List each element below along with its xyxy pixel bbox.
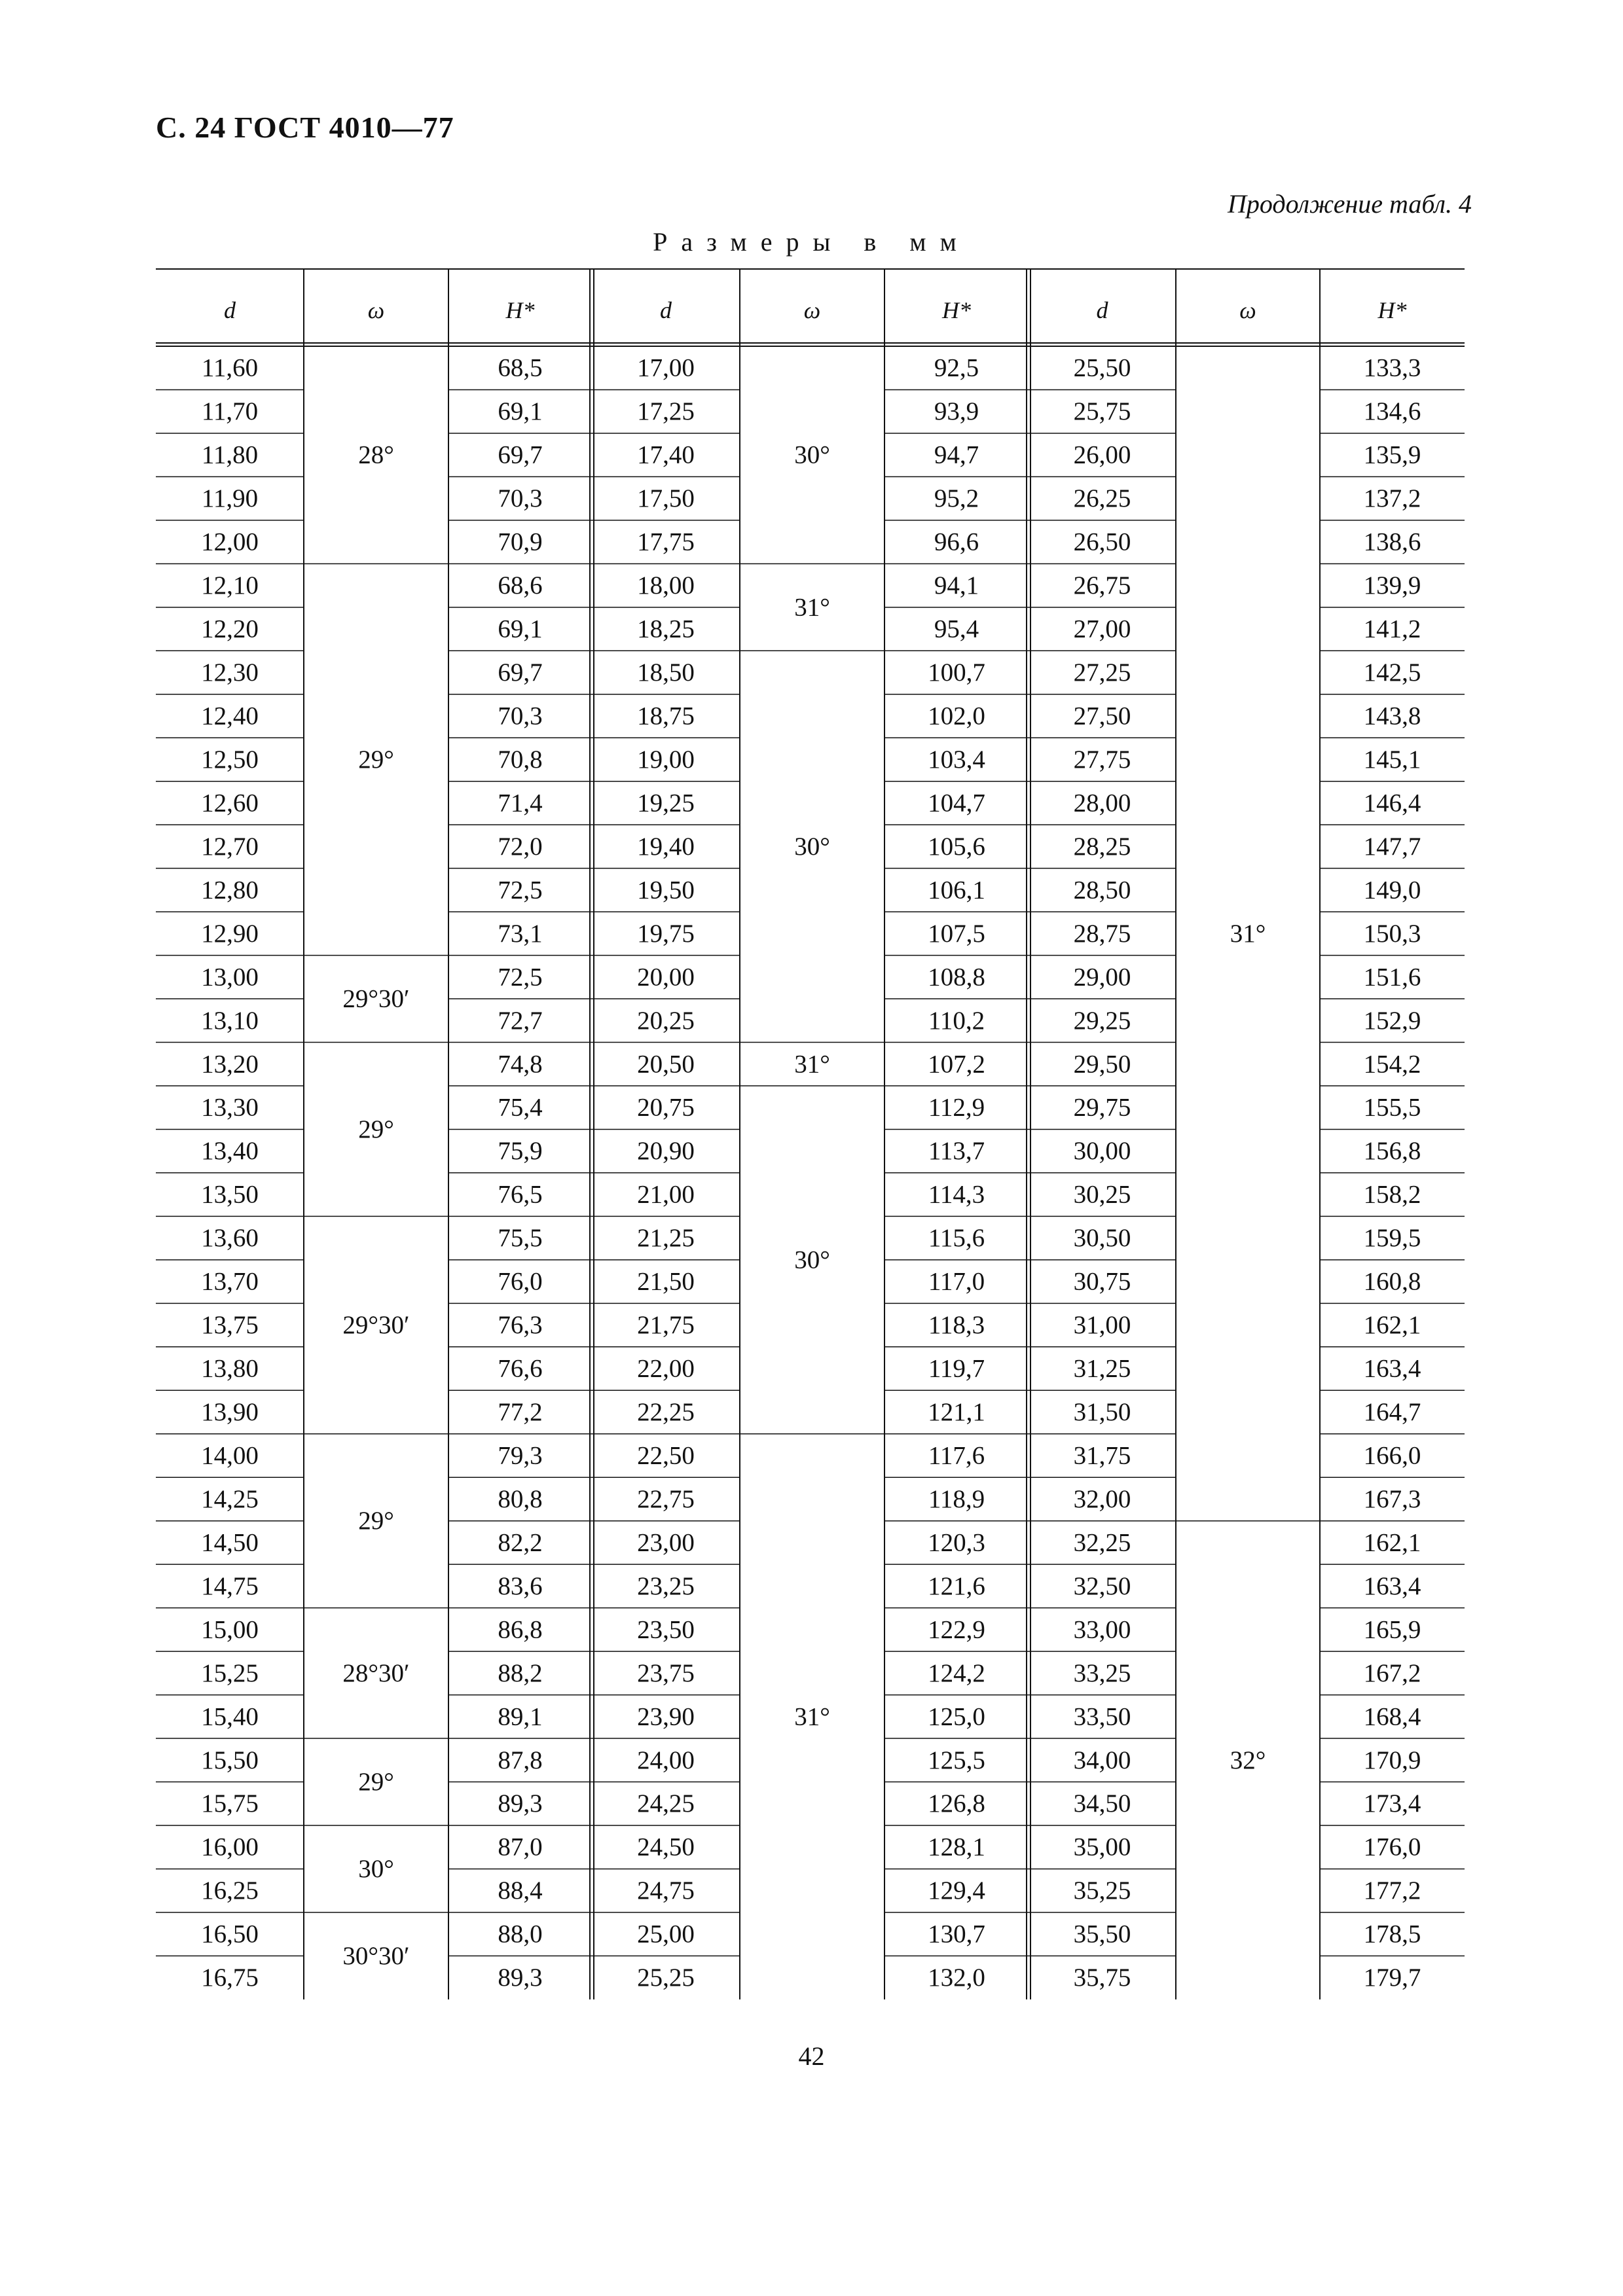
table-cell-h: 145,1 xyxy=(1363,745,1421,774)
table-cell-omega: 29° xyxy=(358,745,394,774)
table-cell-h: 106,1 xyxy=(928,876,985,905)
table-cell-d: 28,25 xyxy=(1073,832,1131,861)
table-cell-h: 96,6 xyxy=(934,528,979,556)
table-cell-h: 110,2 xyxy=(928,1006,985,1035)
table-cell-d: 29,00 xyxy=(1073,963,1131,992)
table-cell-h: 179,7 xyxy=(1363,1964,1421,1992)
table-cell-d: 12,10 xyxy=(201,571,259,600)
table-cell-d: 28,50 xyxy=(1073,876,1131,905)
column-header: d xyxy=(660,297,672,323)
table-cell-d: 15,40 xyxy=(201,1702,259,1731)
table-cell-d: 28,75 xyxy=(1073,919,1131,948)
table-cell-h: 164,7 xyxy=(1363,1398,1421,1427)
column-header: ω xyxy=(367,297,385,323)
table-cell-h: 132,0 xyxy=(928,1964,985,1992)
table-cell-omega: 29° xyxy=(358,1115,394,1143)
table-cell-d: 32,00 xyxy=(1073,1484,1131,1513)
table-cell-d: 29,50 xyxy=(1073,1050,1131,1079)
table-cell-d: 24,50 xyxy=(637,1833,695,1861)
table-cell-d: 25,00 xyxy=(637,1920,695,1948)
table-cell-h: 163,4 xyxy=(1363,1571,1421,1600)
table-cell-d: 22,00 xyxy=(637,1354,695,1383)
table-cell-d: 22,25 xyxy=(637,1398,695,1427)
table-cell-h: 113,7 xyxy=(928,1137,985,1166)
table-cell-omega: 31° xyxy=(794,1702,830,1731)
units-word: Размеры xyxy=(653,227,845,257)
table-cell-d: 18,25 xyxy=(637,615,695,643)
table-cell-d: 20,90 xyxy=(637,1137,695,1166)
table-cell-omega: 30° xyxy=(358,1854,394,1883)
table-cell-h: 124,2 xyxy=(928,1659,985,1687)
table-cell-h: 165,9 xyxy=(1363,1615,1421,1644)
table-cell-h: 72,5 xyxy=(498,963,543,992)
table-cell-d: 26,25 xyxy=(1073,484,1131,513)
table-cell-h: 167,3 xyxy=(1363,1484,1421,1513)
table-cell-d: 13,50 xyxy=(201,1180,259,1209)
table-cell-h: 139,9 xyxy=(1363,571,1421,600)
table-cell-h: 95,2 xyxy=(934,484,979,513)
table-cell-omega: 32° xyxy=(1230,1746,1266,1774)
table-cell-d: 31,50 xyxy=(1073,1398,1131,1427)
table-cell-h: 150,3 xyxy=(1363,919,1421,948)
units-preposition: в xyxy=(864,227,890,257)
table-cell-d: 17,00 xyxy=(637,353,695,382)
table-cell-d: 29,25 xyxy=(1073,1006,1131,1035)
table-cell-d: 21,50 xyxy=(637,1267,695,1296)
table-cell-d: 16,50 xyxy=(201,1920,259,1948)
table-cell-h: 69,7 xyxy=(498,440,543,469)
page-header: С. 24 ГОСТ 4010—77 xyxy=(156,111,454,144)
table-cell-d: 30,75 xyxy=(1073,1267,1131,1296)
table-cell-d: 19,75 xyxy=(637,919,695,948)
table-cell-h: 142,5 xyxy=(1363,658,1421,687)
table-cell-d: 15,00 xyxy=(201,1615,259,1644)
table-cell-omega: 31° xyxy=(1230,919,1266,948)
table-cell-d: 33,50 xyxy=(1073,1702,1131,1731)
table-cell-d: 11,70 xyxy=(201,397,259,426)
table-cell-h: 70,3 xyxy=(498,484,543,513)
table-cell-h: 134,6 xyxy=(1363,397,1421,426)
table-cell-d: 14,50 xyxy=(201,1528,259,1557)
table-cell-d: 35,75 xyxy=(1073,1964,1131,1992)
table-cell-h: 159,5 xyxy=(1363,1224,1421,1253)
table-cell-h: 119,7 xyxy=(928,1354,985,1383)
table-cell-d: 31,00 xyxy=(1073,1311,1131,1340)
table-cell-d: 24,75 xyxy=(637,1876,695,1905)
table-cell-d: 31,75 xyxy=(1073,1441,1131,1470)
table-cell-d: 12,70 xyxy=(201,832,259,861)
table-cell-d: 26,50 xyxy=(1073,528,1131,556)
table-cell-h: 93,9 xyxy=(934,397,979,426)
table-cell-d: 18,50 xyxy=(637,658,695,687)
table-cell-d: 13,70 xyxy=(201,1267,259,1296)
table-cell-h: 68,5 xyxy=(498,353,543,382)
table-cell-d: 33,25 xyxy=(1073,1659,1131,1687)
table-cell-h: 163,4 xyxy=(1363,1354,1421,1383)
table-cell-h: 70,3 xyxy=(498,702,543,730)
table-cell-h: 117,6 xyxy=(928,1441,985,1470)
table-cell-h: 75,5 xyxy=(498,1224,543,1253)
table-cell-h: 135,9 xyxy=(1363,440,1421,469)
table-cell-d: 13,60 xyxy=(201,1224,259,1253)
table-cell-h: 103,4 xyxy=(928,745,985,774)
table-cell-d: 17,40 xyxy=(637,440,695,469)
table-cell-h: 95,4 xyxy=(934,615,979,643)
table-cell-h: 167,2 xyxy=(1363,1659,1421,1687)
table-cell-d: 19,50 xyxy=(637,876,695,905)
table-cell-d: 26,00 xyxy=(1073,440,1131,469)
table-cell-d: 13,30 xyxy=(201,1093,259,1122)
table-cell-d: 11,90 xyxy=(201,484,259,513)
table-cell-d: 23,25 xyxy=(637,1571,695,1600)
table-cell-h: 143,8 xyxy=(1363,702,1421,730)
table-cell-h: 166,0 xyxy=(1363,1441,1421,1470)
table-cell-d: 24,00 xyxy=(637,1746,695,1774)
table-cell-d: 20,00 xyxy=(637,963,695,992)
table-cell-h: 147,7 xyxy=(1363,832,1421,861)
table-cell-h: 72,5 xyxy=(498,876,543,905)
table-cell-d: 18,75 xyxy=(637,702,695,730)
table-cell-d: 21,25 xyxy=(637,1224,695,1253)
table-cell-h: 77,2 xyxy=(498,1398,543,1427)
table-cell-omega: 29° xyxy=(358,1768,394,1797)
table-cell-h: 94,7 xyxy=(934,440,979,469)
table-cell-d: 35,25 xyxy=(1073,1876,1131,1905)
table-cell-d: 35,50 xyxy=(1073,1920,1131,1948)
table-cell-h: 71,4 xyxy=(498,789,543,817)
table-cell-d: 15,50 xyxy=(201,1746,259,1774)
table-cell-h: 69,1 xyxy=(498,397,543,426)
table-cell-d: 31,25 xyxy=(1073,1354,1131,1383)
table-cell-h: 82,2 xyxy=(498,1528,543,1557)
table-cell-d: 16,00 xyxy=(201,1833,259,1861)
column-header: H* xyxy=(942,297,971,323)
table-cell-h: 141,2 xyxy=(1363,615,1421,643)
table-cell-omega: 31° xyxy=(794,593,830,622)
table-cell-h: 75,4 xyxy=(498,1093,543,1122)
table-cell-d: 13,20 xyxy=(201,1050,259,1079)
table-cell-d: 13,90 xyxy=(201,1398,259,1427)
table-cell-h: 158,2 xyxy=(1363,1180,1421,1209)
table-cell-omega: 29°30′ xyxy=(342,1311,410,1340)
table-cell-omega: 29° xyxy=(358,1507,394,1535)
table-cell-h: 146,4 xyxy=(1363,789,1421,817)
table-cell-h: 73,1 xyxy=(498,919,543,948)
table-cell-d: 15,75 xyxy=(201,1789,259,1818)
table-cell-h: 128,1 xyxy=(928,1833,985,1861)
table-cell-h: 115,6 xyxy=(928,1224,985,1253)
table-cell-h: 107,2 xyxy=(928,1050,985,1079)
table-cell-h: 72,0 xyxy=(498,832,543,861)
table-cell-d: 27,00 xyxy=(1073,615,1131,643)
table-cell-d: 11,60 xyxy=(201,353,259,382)
table-cell-h: 88,4 xyxy=(498,1876,543,1905)
table-cell-h: 149,0 xyxy=(1363,876,1421,905)
column-header: ω xyxy=(803,297,821,323)
table-cell-h: 151,6 xyxy=(1363,963,1421,992)
table-cell-h: 173,4 xyxy=(1363,1789,1421,1818)
table-cell-h: 114,3 xyxy=(928,1180,985,1209)
table-cell-d: 13,80 xyxy=(201,1354,259,1383)
column-header: H* xyxy=(1377,297,1407,323)
table-cell-h: 156,8 xyxy=(1363,1137,1421,1166)
table-cell-d: 13,75 xyxy=(201,1311,259,1340)
table-cell-d: 12,90 xyxy=(201,919,259,948)
table-cell-h: 89,3 xyxy=(498,1964,543,1992)
table-cell-h: 79,3 xyxy=(498,1441,543,1470)
table-cell-h: 105,6 xyxy=(928,832,985,861)
table-cell-d: 23,00 xyxy=(637,1528,695,1557)
table-cell-d: 22,75 xyxy=(637,1484,695,1513)
table-cell-h: 125,5 xyxy=(928,1746,985,1774)
table-cell-d: 35,00 xyxy=(1073,1833,1131,1861)
table-cell-d: 13,10 xyxy=(201,1006,259,1035)
table-cell-h: 76,3 xyxy=(498,1311,543,1340)
table-cell-omega: 30°30′ xyxy=(342,1941,410,1970)
column-header: H* xyxy=(505,297,535,323)
table-cell-d: 23,75 xyxy=(637,1659,695,1687)
table-cell-d: 30,00 xyxy=(1073,1137,1131,1166)
table-cell-h: 92,5 xyxy=(934,353,979,382)
table-cell-h: 70,9 xyxy=(498,528,543,556)
table-cell-h: 138,6 xyxy=(1363,528,1421,556)
table-cell-d: 16,75 xyxy=(201,1964,259,1992)
table-cell-d: 34,00 xyxy=(1073,1746,1131,1774)
table-cell-h: 112,9 xyxy=(928,1093,985,1122)
table-cell-d: 25,50 xyxy=(1073,353,1131,382)
table-cell-h: 121,1 xyxy=(928,1398,985,1427)
table-cell-h: 75,9 xyxy=(498,1137,543,1166)
table-cell-d: 12,20 xyxy=(201,615,259,643)
table-cell-d: 29,75 xyxy=(1073,1093,1131,1122)
table-cell-h: 102,0 xyxy=(928,702,985,730)
table-cell-d: 20,50 xyxy=(637,1050,695,1079)
table-cell-h: 137,2 xyxy=(1363,484,1421,513)
table-cell-h: 68,6 xyxy=(498,571,543,600)
table-cell-h: 70,8 xyxy=(498,745,543,774)
table-cell-h: 117,0 xyxy=(928,1267,985,1296)
table-cell-d: 33,00 xyxy=(1073,1615,1131,1644)
table-cell-h: 76,0 xyxy=(498,1267,543,1296)
table-cell-h: 87,0 xyxy=(498,1833,543,1861)
table-cell-d: 20,25 xyxy=(637,1006,695,1035)
table-cell-h: 177,2 xyxy=(1363,1876,1421,1905)
table-cell-d: 27,25 xyxy=(1073,658,1131,687)
table-cell-omega: 30° xyxy=(794,440,830,469)
table-cell-d: 14,00 xyxy=(201,1441,259,1470)
table-cell-h: 94,1 xyxy=(934,571,979,600)
table-cell-h: 154,2 xyxy=(1363,1050,1421,1079)
table-cell-d: 17,50 xyxy=(637,484,695,513)
table-cell-h: 104,7 xyxy=(928,789,985,817)
table-cell-h: 162,1 xyxy=(1363,1528,1421,1557)
table-continuation-label: Продолжение табл. 4 xyxy=(1227,189,1472,219)
table-cell-d: 21,75 xyxy=(637,1311,695,1340)
table-cell-d: 17,75 xyxy=(637,528,695,556)
column-header: ω xyxy=(1239,297,1256,323)
table-cell-d: 22,50 xyxy=(637,1441,695,1470)
page-number: 42 xyxy=(798,2041,825,2071)
units-unit: мм xyxy=(909,227,970,257)
table-cell-d: 20,75 xyxy=(637,1093,695,1122)
table-cell-omega: 28°30′ xyxy=(342,1659,410,1687)
table-cell-omega: 28° xyxy=(358,440,394,469)
table-cell-d: 25,75 xyxy=(1073,397,1131,426)
table-cell-h: 122,9 xyxy=(928,1615,985,1644)
table-cell-h: 86,8 xyxy=(498,1615,543,1644)
table-cell-d: 28,00 xyxy=(1073,789,1131,817)
table-cell-h: 83,6 xyxy=(498,1571,543,1600)
table-cell-h: 133,3 xyxy=(1363,353,1421,382)
table-cell-h: 176,0 xyxy=(1363,1833,1421,1861)
table-cell-h: 87,8 xyxy=(498,1746,543,1774)
table-cell-h: 130,7 xyxy=(928,1920,985,1948)
table-cell-d: 21,00 xyxy=(637,1180,695,1209)
table-cell-d: 24,25 xyxy=(637,1789,695,1818)
table-cell-h: 121,6 xyxy=(928,1571,985,1600)
table-cell-d: 32,25 xyxy=(1073,1528,1131,1557)
table-cell-h: 88,2 xyxy=(498,1659,543,1687)
table-cell-omega: 30° xyxy=(794,1246,830,1274)
table-cell-h: 168,4 xyxy=(1363,1702,1421,1731)
table-cell-h: 152,9 xyxy=(1363,1006,1421,1035)
table-cell-d: 12,50 xyxy=(201,745,259,774)
table-cell-h: 88,0 xyxy=(498,1920,543,1948)
table-cell-d: 11,80 xyxy=(201,440,259,469)
table-cell-h: 100,7 xyxy=(928,658,985,687)
table-cell-d: 30,50 xyxy=(1073,1224,1131,1253)
table-cell-d: 12,30 xyxy=(201,658,259,687)
table-cell-d: 12,80 xyxy=(201,876,259,905)
table-cell-d: 16,25 xyxy=(201,1876,259,1905)
table-cell-h: 162,1 xyxy=(1363,1311,1421,1340)
table-cell-d: 32,50 xyxy=(1073,1571,1131,1600)
table-cell-d: 18,00 xyxy=(637,571,695,600)
table-cell-h: 120,3 xyxy=(928,1528,985,1557)
table-cell-h: 170,9 xyxy=(1363,1746,1421,1774)
table-cell-h: 76,5 xyxy=(498,1180,543,1209)
table-cell-d: 27,75 xyxy=(1073,745,1131,774)
table-cell-h: 69,1 xyxy=(498,615,543,643)
table-cell-d: 12,40 xyxy=(201,702,259,730)
table-cell-h: 125,0 xyxy=(928,1702,985,1731)
table-cell-omega: 31° xyxy=(794,1050,830,1079)
table-cell-d: 13,40 xyxy=(201,1137,259,1166)
table-cell-d: 23,90 xyxy=(637,1702,695,1731)
table-cell-h: 107,5 xyxy=(928,919,985,948)
table-cell-d: 14,25 xyxy=(201,1484,259,1513)
table-cell-d: 23,50 xyxy=(637,1615,695,1644)
table-cell-h: 80,8 xyxy=(498,1484,543,1513)
table-cell-h: 72,7 xyxy=(498,1006,543,1035)
table-cell-h: 118,9 xyxy=(928,1484,985,1513)
table-cell-d: 14,75 xyxy=(201,1571,259,1600)
table-cell-h: 74,8 xyxy=(498,1050,543,1079)
table-cell-h: 118,3 xyxy=(928,1311,985,1340)
table-cell-d: 13,00 xyxy=(201,963,259,992)
table-cell-h: 155,5 xyxy=(1363,1093,1421,1122)
table-cell-h: 76,6 xyxy=(498,1354,543,1383)
table-cell-d: 19,00 xyxy=(637,745,695,774)
table-cell-d: 25,25 xyxy=(637,1964,695,1992)
table-cell-d: 30,25 xyxy=(1073,1180,1131,1209)
table-cell-d: 19,40 xyxy=(637,832,695,861)
table-cell-d: 27,50 xyxy=(1073,702,1131,730)
table-cell-h: 89,1 xyxy=(498,1702,543,1731)
table-cell-d: 34,50 xyxy=(1073,1789,1131,1818)
table-cell-omega: 30° xyxy=(794,832,830,861)
table-cell-h: 129,4 xyxy=(928,1876,985,1905)
table-cell-d: 19,25 xyxy=(637,789,695,817)
table-cell-h: 178,5 xyxy=(1363,1920,1421,1948)
table-cell-omega: 29°30′ xyxy=(342,984,410,1013)
table-cell-h: 69,7 xyxy=(498,658,543,687)
column-header: d xyxy=(224,297,236,323)
table-cell-h: 89,3 xyxy=(498,1789,543,1818)
table-cell-h: 126,8 xyxy=(928,1789,985,1818)
table-cell-d: 12,00 xyxy=(201,528,259,556)
table-cell-d: 17,25 xyxy=(637,397,695,426)
table-cell-h: 160,8 xyxy=(1363,1267,1421,1296)
column-header: d xyxy=(1096,297,1108,323)
table-cell-h: 108,8 xyxy=(928,963,985,992)
table-cell-d: 26,75 xyxy=(1073,571,1131,600)
table-cell-d: 15,25 xyxy=(201,1659,259,1687)
table-cell-d: 12,60 xyxy=(201,789,259,817)
